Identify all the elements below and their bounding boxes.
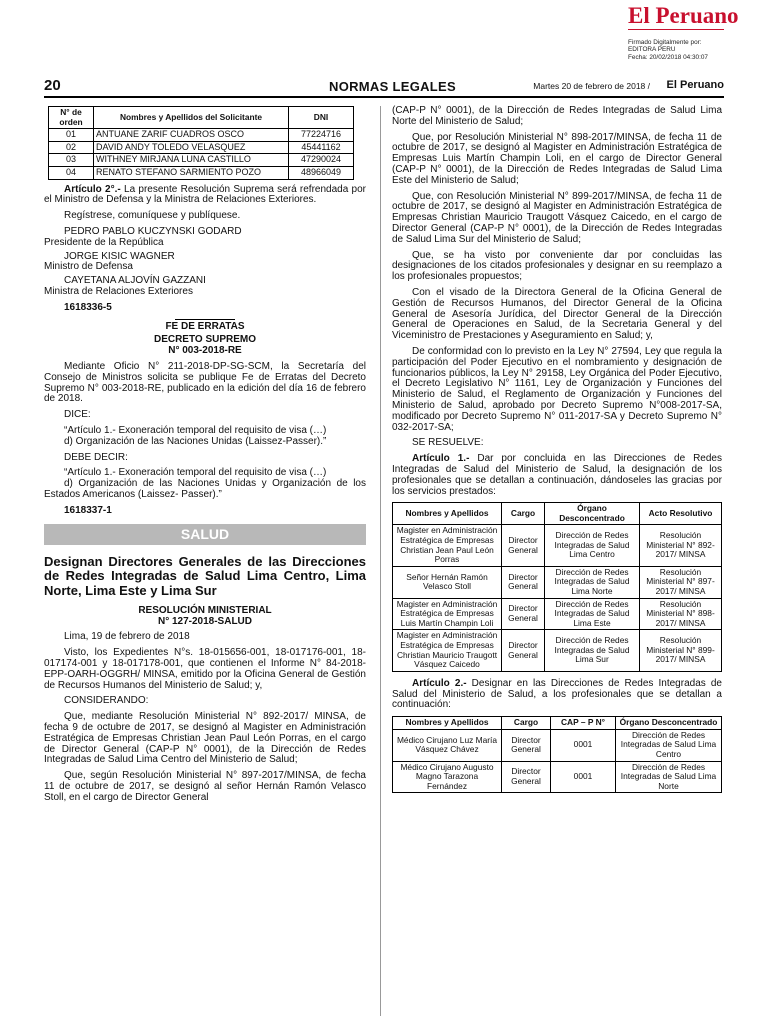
dice-label: DICE: <box>64 409 91 421</box>
table-cell: Magister en Administración Estratégica de Empresas Christian Mauricio Traugott Vásquez Caicedo <box>393 630 502 671</box>
visto-paragraph: Visto, los Expedientes N°s. 18-015656-001, 18-017176-001, 18-017174-001 y 18-017178-001, que contienen el Informe N° 84-2018-EPP-OARH-OGGRH/ MINSA, emitido por la Oficina General de Gestión de Recursos Humanos del Ministerio de Salud; y, <box>44 647 366 691</box>
signatory-block <box>44 252 366 274</box>
right-column <box>392 106 722 793</box>
table-cell: Dirección de Redes Integradas de Salud Lima Centro <box>616 729 722 761</box>
table-cell: Dirección de Redes Integradas de Salud Lima Este <box>545 598 640 630</box>
table-header-cell: N° de orden <box>49 107 94 129</box>
page-header <box>44 78 724 98</box>
table-header-row <box>393 717 722 730</box>
concluded-designations-table <box>392 502 722 672</box>
reference-code: 1618336-5 <box>64 301 112 313</box>
signatory-block <box>44 276 366 298</box>
table-header-cell: Órgano Desconcentrado <box>616 717 722 730</box>
date-line: Lima, 19 de febrero de 2018 <box>64 631 190 643</box>
article-2-lead: Artículo 2.- <box>412 677 467 689</box>
considerando-label: CONSIDERANDO: <box>64 695 149 707</box>
table-cell: 77224716 <box>289 129 354 142</box>
article-2-paragraph <box>392 679 722 711</box>
table-cell: Director General <box>502 598 545 630</box>
table-cell: Señor Hernán Ramón Velasco Stoll <box>393 566 502 598</box>
article-1-text: Dar por concluida en las Direcciones de Redes Integradas de Salud del Ministerio de Salud, la designación de los profesionales que se detallan a continuación, dándoseles las gracias por los servicios prestados: <box>392 453 722 497</box>
body-paragraph: (CAP-P N° 0001), de la Dirección de Redes Integradas de Salud Lima Norte del Ministerio de Salud; <box>392 105 722 127</box>
table-cell: Médico Cirujano Augusto Magno Tarazona Fernández <box>393 761 502 793</box>
el-peruano-logo: El Peruano <box>628 3 739 28</box>
table-cell: Magister en Administración Estratégica de Empresas Christian Jean Paul León Porras <box>393 525 502 566</box>
table-cell: 45441162 <box>289 141 354 154</box>
table-cell: Director General <box>502 525 545 566</box>
left-column <box>44 106 366 809</box>
article-2-text: Designar en las Direcciones de Redes Integradas de Salud del Ministerio de Salud, a los profesionales que se detallan a continuación: <box>392 677 722 711</box>
table-header-row <box>49 107 354 129</box>
table-header-cell: CAP – P N° <box>551 717 616 730</box>
table-cell: 01 <box>49 129 94 142</box>
decree-title: DECRETO SUPREMO <box>153 334 257 346</box>
signature-line-3: Fecha: 20/02/2018 04:30:07 <box>628 53 708 61</box>
article-2-text: La presente Resolución Suprema será refrendada por el Ministro de Defensa y la Ministra de Relaciones Exteriores. <box>44 183 367 206</box>
resolution-number: N° 127-2018-SALUD <box>157 615 253 627</box>
debe-decir-label: DEBE DECIR: <box>64 451 128 463</box>
se-resuelve-label: SE RESUELVE: <box>412 437 484 449</box>
table-header-cell: Órgano Desconcentrado <box>545 503 640 525</box>
body-paragraph: Que, con Resolución Ministerial N° 899-2017/MINSA, de fecha 11 de octubre de 2017, se designó al Magister en Administración Estratégica de Empresas Christian Mauricio Traugott Vásquez Caicedo, en el cargo de Director General (CAP-P N° 0001), de la Dirección de Redes Integradas de Salud Lima Sur del Ministerio de Salud; <box>392 190 722 245</box>
decree-number: N° 003-2018-RE <box>168 345 242 357</box>
table-cell: 04 <box>49 166 94 179</box>
body-paragraph: De conformidad con lo previsto en la Ley N° 27594, Ley que regula la participación del Poder Ejecutivo en el nombramiento y designación de funcionarios públicos, la Ley N° 29158, Ley Orgánica del Poder Ejecutivo, el Decreto Legislativo N° 1161, Ley de Organización y Funciones del Ministerio de Salud, el Reglamento de Organización y Funciones del Ministerio de Salud, aprobado por Decreto Supremo N°008-2017-SA, modificado por Decreto Supremo N° 011-2017-SA y Decreto Supremo N° 032-2017-SA; <box>392 345 722 433</box>
table-cell: Director General <box>502 729 551 761</box>
body-paragraph: Que, por Resolución Ministerial N° 898-2017/MINSA, de fecha 11 de octubre de 2017, se designó al Magister en Administración Estratégica de Empresas Luis Martín Champin Loli, en el cargo de Director General (CAP-P N° 0001), de la Dirección de Redes Integradas de Salud Lima Este del Ministerio de Salud; <box>392 131 722 186</box>
mediante-paragraph: Mediante Oficio N° 211-2018-DP-SG-SCM, la Secretaría del Consejo de Ministros solicita se publique Fe de Erratas del Decreto Supremo N° 003-2018-RE, publicado en la edición del día 16 de febrero de 2018. <box>44 360 366 405</box>
signatory-role: Presidente de la República <box>44 236 164 248</box>
table-cell: DAVID ANDY TOLEDO VELASQUEZ <box>94 141 289 154</box>
table-cell: Director General <box>502 566 545 598</box>
table-row <box>393 761 722 793</box>
table-cell: Resolución Ministerial N° 899-2017/ MINSA <box>640 630 722 671</box>
digital-signature <box>628 39 746 61</box>
table-row <box>393 525 722 566</box>
table-cell: Dirección de Redes Integradas de Salud Lima Centro <box>545 525 640 566</box>
registrese-line: Regístrese, comuníquese y publíquese. <box>64 210 241 222</box>
table-header-cell: Acto Resolutivo <box>640 503 722 525</box>
table-header-cell: Nombres y Apellidos del Solicitante <box>94 107 289 129</box>
table-cell: 0001 <box>551 729 616 761</box>
table-cell: WITHNEY MIRJANA LUNA CASTILLO <box>94 154 289 167</box>
table-row <box>49 154 354 167</box>
table-row <box>393 729 722 761</box>
article-2-paragraph <box>44 185 366 207</box>
column-divider <box>380 106 381 1016</box>
separator-rule <box>175 319 235 320</box>
article-1-lead: Artículo 1.- <box>412 453 470 465</box>
signatory-block <box>44 227 366 249</box>
quote-line: “Artículo 1.- Exoneración temporal del requisito de visa (…) <box>64 467 327 479</box>
table-header-row <box>393 503 722 525</box>
logo-underline <box>628 29 724 33</box>
table-cell: Dirección de Redes Integradas de Salud Lima Sur <box>545 630 640 671</box>
table-cell: 03 <box>49 154 94 167</box>
signatory-name: JORGE KISIC WAGNER <box>64 250 175 262</box>
table-header-cell: Cargo <box>502 717 551 730</box>
table-header-cell: Cargo <box>502 503 545 525</box>
table-row <box>49 141 354 154</box>
table-cell: Resolución Ministerial N° 892-2017/ MINSA <box>640 525 722 566</box>
quote-line: “Artículo 1.- Exoneración temporal del requisito de visa (…) <box>64 424 327 436</box>
signatory-name: CAYETANA ALJOVÍN GAZZANI <box>64 275 206 287</box>
article-1-paragraph <box>392 454 722 497</box>
table-cell: 0001 <box>551 761 616 793</box>
table-cell: ANTUANE ZARIF CUADROS OSCO <box>94 129 289 142</box>
considerando-paragraph: Que, según Resolución Ministerial N° 897-2017/MINSA, de fecha 11 de octubre de 2017, se designó al señor Hernán Ramón Velasco Stoll, en el cargo de Director General <box>44 770 366 803</box>
table-header-cell: Nombres y Apellidos <box>393 717 502 730</box>
article-2-lead: Artículo 2°.- <box>64 183 121 195</box>
table-cell: Resolución Ministerial N° 898-2017/ MINSA <box>640 598 722 630</box>
section-title: NORMAS LEGALES <box>329 79 456 94</box>
header-date: Martes 20 de febrero de 2018 / <box>533 81 650 91</box>
table-cell: Director General <box>502 761 551 793</box>
quote-line: d) Organización de las Naciones Unidas y Organización de los Estados Americanos (Laissez- Passer).” <box>44 478 366 500</box>
header-publication: El Peruano <box>666 79 724 91</box>
table-cell: RENATO STEFANO SARMIENTO POZO <box>94 166 289 179</box>
new-designations-table <box>392 716 722 793</box>
article-headline: Designan Directores Generales de las Direcciones de Redes Integradas de Salud Lima Centro, Lima Norte, Lima Este y Lima Sur <box>44 554 366 598</box>
signatory-role: Ministra de Relaciones Exteriores <box>44 285 193 297</box>
resolution-title: RESOLUCIÓN MINISTERIAL <box>138 604 272 616</box>
masthead <box>628 4 746 61</box>
quote-line: d) Organización de las Naciones Unidas (Laissez-Passer).” <box>64 435 327 447</box>
table-cell: Médico Cirujano Luz María Vásquez Chávez <box>393 729 502 761</box>
table-cell: 47290024 <box>289 154 354 167</box>
table-row <box>49 129 354 142</box>
table-cell: Dirección de Redes Integradas de Salud Lima Norte <box>616 761 722 793</box>
fe-de-erratas-title: FE DE ERRATAS <box>165 320 245 332</box>
table-cell: Director General <box>502 630 545 671</box>
table-row <box>393 566 722 598</box>
table-row <box>393 630 722 671</box>
applicants-table <box>48 106 354 180</box>
signature-line-1: Firmado Digitalmente por: <box>628 39 702 46</box>
page-number: 20 <box>44 77 61 94</box>
section-banner-salud: SALUD <box>44 524 366 545</box>
signature-line-2: EDITORA PERU <box>628 46 676 54</box>
table-header-cell: Nombres y Apellidos <box>393 503 502 525</box>
table-row <box>393 598 722 630</box>
body-paragraph: Con el visado de la Directora General de la Oficina General de Gestión de Recursos Humanos, del Director General de la Oficina General de Asesoría Jurídica, del Director General de la Dirección General de Operaciones en Salud, de la Secretaria General y del Viceministro de Prestaciones y Aseguramiento en Salud; y, <box>392 286 722 342</box>
table-header-cell: DNI <box>289 107 354 129</box>
table-cell: Magister en Administración Estratégica de Empresas Luis Martín Champin Loli <box>393 598 502 630</box>
body-paragraph: Que, se ha visto por conveniente dar por concluidas las designaciones de los citados profesionales y designar en su reemplazo a los profesionales propuestos; <box>392 249 722 283</box>
table-row <box>49 166 354 179</box>
table-cell: 48966049 <box>289 166 354 179</box>
signatory-role: Ministro de Defensa <box>44 261 133 273</box>
signatory-name: PEDRO PABLO KUCZYNSKI GODARD <box>64 225 242 237</box>
table-cell: Resolución Ministerial N° 897-2017/ MINSA <box>640 566 722 598</box>
table-cell: 02 <box>49 141 94 154</box>
considerando-paragraph: Que, mediante Resolución Ministerial N° 892-2017/ MINSA, de fecha 9 de octubre de 2017, se designó al Magister en Administración Estratégica de Empresas Christian Jean Paul León Porras, en el cargo de Director General (CAP-P N° 0001), de la Dirección de Redes Integradas de Salud Lima Centro del Ministerio de Salud; <box>44 711 366 766</box>
table-cell: Dirección de Redes Integradas de Salud Lima Norte <box>545 566 640 598</box>
reference-code: 1618337-1 <box>64 504 112 516</box>
